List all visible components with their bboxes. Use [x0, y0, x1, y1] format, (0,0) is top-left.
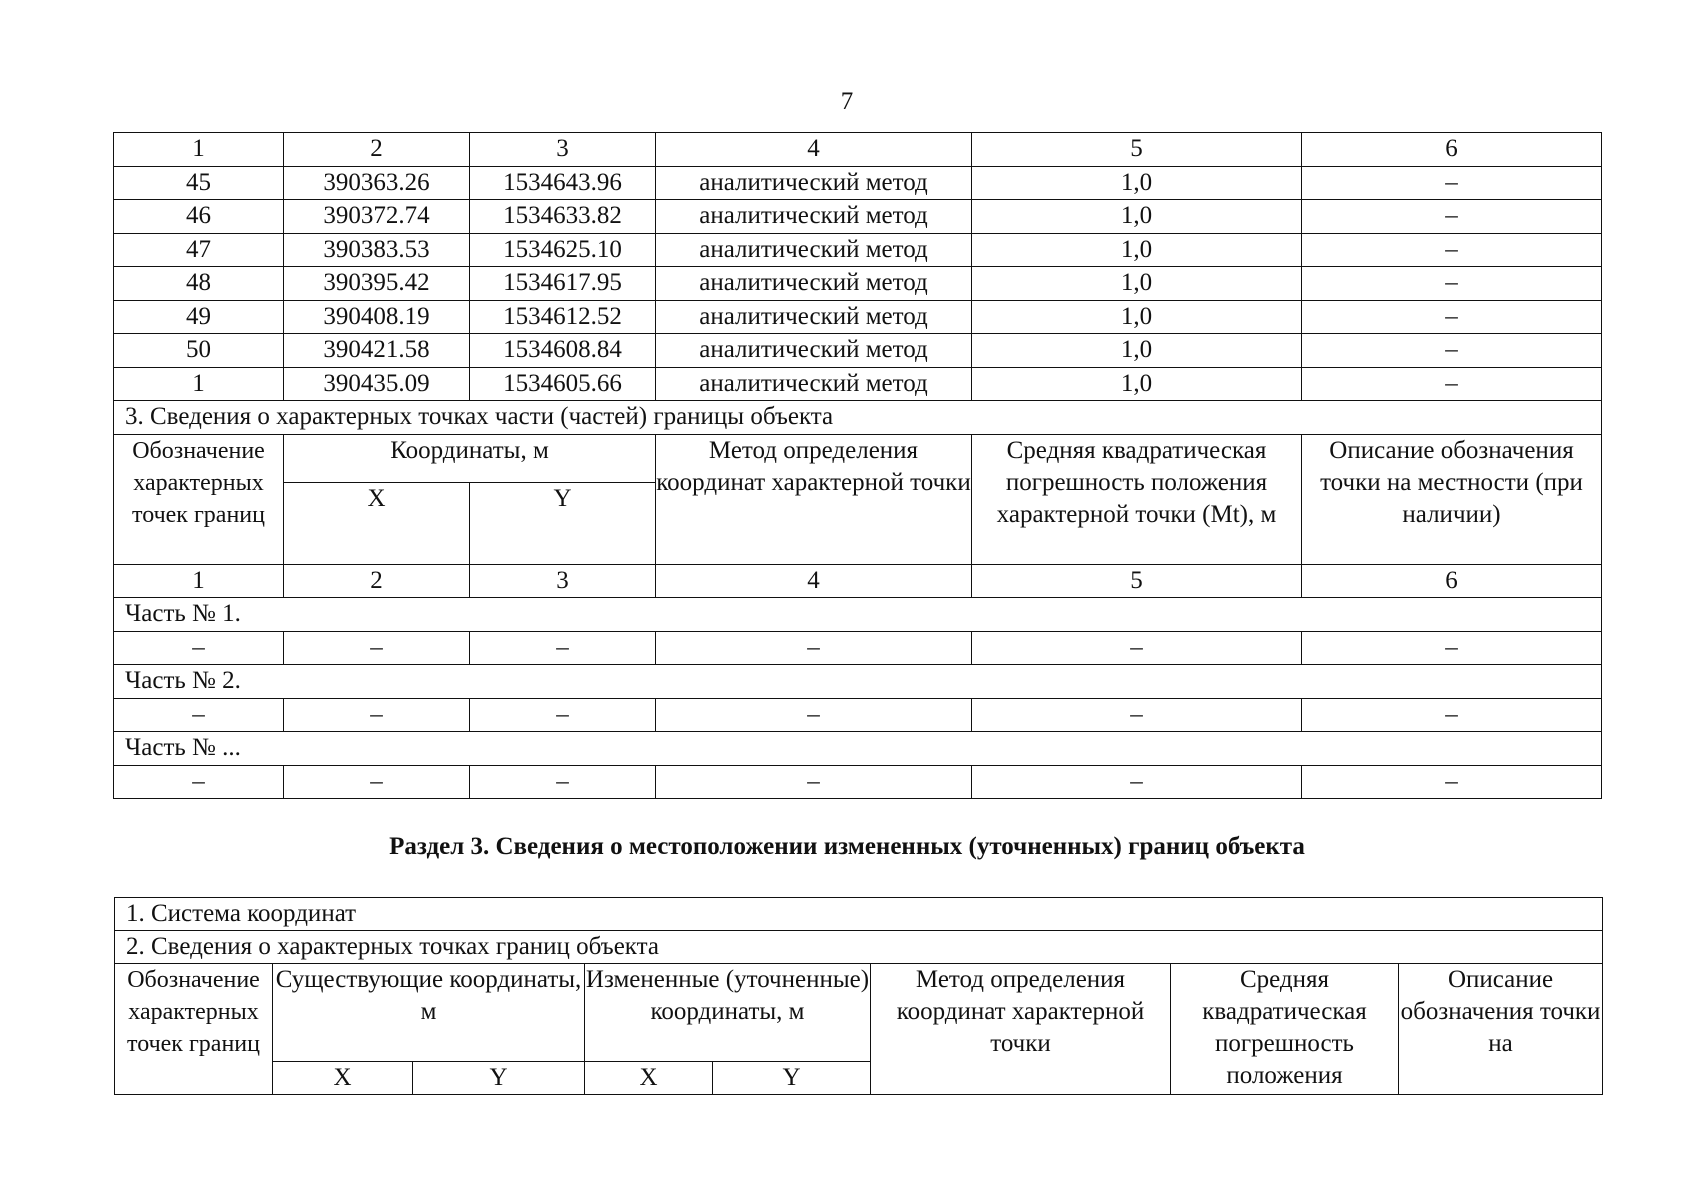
coord-x: 390435.09 [284, 367, 470, 401]
column-number: 2 [284, 564, 470, 598]
table-row [114, 267, 1602, 301]
header-x-existing: X [273, 1062, 413, 1095]
description: – [1302, 200, 1602, 234]
table-row [114, 698, 1602, 732]
column-number: 1 [114, 564, 284, 598]
header-y-changed: Y [713, 1062, 871, 1095]
coord-x: 390383.53 [284, 233, 470, 267]
coord-x: 390421.58 [284, 334, 470, 368]
header-designation: Обозначение характерных точек границ [115, 964, 273, 1095]
coord-x: 390363.26 [284, 166, 470, 200]
description: – [1302, 233, 1602, 267]
table-row [114, 631, 1602, 665]
coordinate-system-label: 1. Система координат [115, 898, 1603, 931]
section3-title: 3. Сведения о характерных точках части (частей) границы объекта [114, 401, 1602, 435]
header-x: X [284, 482, 470, 564]
cell: – [972, 765, 1302, 799]
cell: – [1302, 631, 1602, 665]
column-number: 6 [1302, 564, 1602, 598]
header-y: Y [470, 482, 656, 564]
error-value: 1,0 [972, 200, 1302, 234]
part-label-row [114, 665, 1602, 699]
header-method: Метод определения координат характерной точки [871, 964, 1171, 1095]
cell: – [284, 765, 470, 799]
section2-row [115, 931, 1603, 964]
table-row [114, 166, 1602, 200]
coord-y: 1534605.66 [470, 367, 656, 401]
table-row [114, 200, 1602, 234]
part-label: Часть № 1. [114, 598, 1602, 632]
header-changed-coordinates: Измененные (уточненные) координаты, м [585, 964, 871, 1062]
column-number: 1 [114, 133, 284, 167]
column-number: 5 [972, 133, 1302, 167]
header-coordinates: Координаты, м [284, 434, 656, 482]
error-value: 1,0 [972, 367, 1302, 401]
method: аналитический метод [656, 300, 972, 334]
cell: – [114, 765, 284, 799]
error-value: 1,0 [972, 334, 1302, 368]
error-value: 1,0 [972, 300, 1302, 334]
coordinate-system-row [115, 898, 1603, 931]
column-number-row [114, 133, 1602, 167]
description: – [1302, 166, 1602, 200]
header-y-existing: Y [413, 1062, 585, 1095]
cell: – [114, 631, 284, 665]
column-number: 3 [470, 564, 656, 598]
section-row [114, 401, 1602, 435]
cell: – [972, 631, 1302, 665]
cell: – [972, 698, 1302, 732]
changed-boundaries-table [114, 897, 1603, 1095]
column-number: 5 [972, 564, 1302, 598]
coord-x: 390372.74 [284, 200, 470, 234]
point-id: 49 [114, 300, 284, 334]
coord-x: 390408.19 [284, 300, 470, 334]
description: – [1302, 334, 1602, 368]
points-table [113, 132, 1602, 799]
cell: – [284, 698, 470, 732]
cell: – [1302, 765, 1602, 799]
header-error: Средняя квадратическая погрешность положения характерной точки (Mt), м [972, 434, 1302, 564]
coord-y: 1534633.82 [470, 200, 656, 234]
point-id: 47 [114, 233, 284, 267]
coord-y: 1534617.95 [470, 267, 656, 301]
error-value: 1,0 [972, 267, 1302, 301]
cell: – [470, 698, 656, 732]
method: аналитический метод [656, 200, 972, 234]
header-x-changed: X [585, 1062, 713, 1095]
header-row [114, 434, 1602, 482]
header-error: Средняя квадратическая погрешность положения [1171, 964, 1399, 1095]
coord-y: 1534643.96 [470, 166, 656, 200]
page-number: 7 [840, 88, 854, 115]
method: аналитический метод [656, 233, 972, 267]
table-row [114, 334, 1602, 368]
point-id: 45 [114, 166, 284, 200]
column-number-row [114, 564, 1602, 598]
cell: – [656, 765, 972, 799]
method: аналитический метод [656, 267, 972, 301]
cell: – [656, 698, 972, 732]
coord-y: 1534612.52 [470, 300, 656, 334]
coord-y: 1534625.10 [470, 233, 656, 267]
header-method: Метод определения координат характерной точки [656, 434, 972, 564]
column-number: 3 [470, 133, 656, 167]
error-value: 1,0 [972, 166, 1302, 200]
table-row [114, 765, 1602, 799]
header-description: Описание обозначения точки на [1399, 964, 1603, 1095]
column-number: 2 [284, 133, 470, 167]
cell: – [114, 698, 284, 732]
coord-y: 1534608.84 [470, 334, 656, 368]
method: аналитический метод [656, 334, 972, 368]
column-number: 4 [656, 564, 972, 598]
point-id: 48 [114, 267, 284, 301]
header-designation: Обозначение характерных точек границ [114, 434, 284, 564]
header-existing-coordinates: Существующие координаты, м [273, 964, 585, 1062]
part-label: Часть № 2. [114, 665, 1602, 699]
description: – [1302, 267, 1602, 301]
cell: – [656, 631, 972, 665]
header-row [115, 964, 1603, 1062]
method: аналитический метод [656, 367, 972, 401]
point-id: 46 [114, 200, 284, 234]
column-number: 6 [1302, 133, 1602, 167]
cell: – [1302, 698, 1602, 732]
table-row [114, 233, 1602, 267]
cell: – [470, 631, 656, 665]
table-row [114, 367, 1602, 401]
cell: – [470, 765, 656, 799]
column-number: 4 [656, 133, 972, 167]
part-label-row [114, 598, 1602, 632]
description: – [1302, 300, 1602, 334]
section-title: Раздел 3. Сведения о местоположении измененных (уточненных) границ объекта [389, 833, 1305, 860]
method: аналитический метод [656, 166, 972, 200]
header-description: Описание обозначения точки на местности (при наличии) [1302, 434, 1602, 564]
table-row [114, 300, 1602, 334]
part-label: Часть № ... [114, 732, 1602, 766]
section2-title: 2. Сведения о характерных точках границ объекта [115, 931, 1603, 964]
point-id: 50 [114, 334, 284, 368]
coord-x: 390395.42 [284, 267, 470, 301]
cell: – [284, 631, 470, 665]
error-value: 1,0 [972, 233, 1302, 267]
part-label-row [114, 732, 1602, 766]
description: – [1302, 367, 1602, 401]
point-id: 1 [114, 367, 284, 401]
